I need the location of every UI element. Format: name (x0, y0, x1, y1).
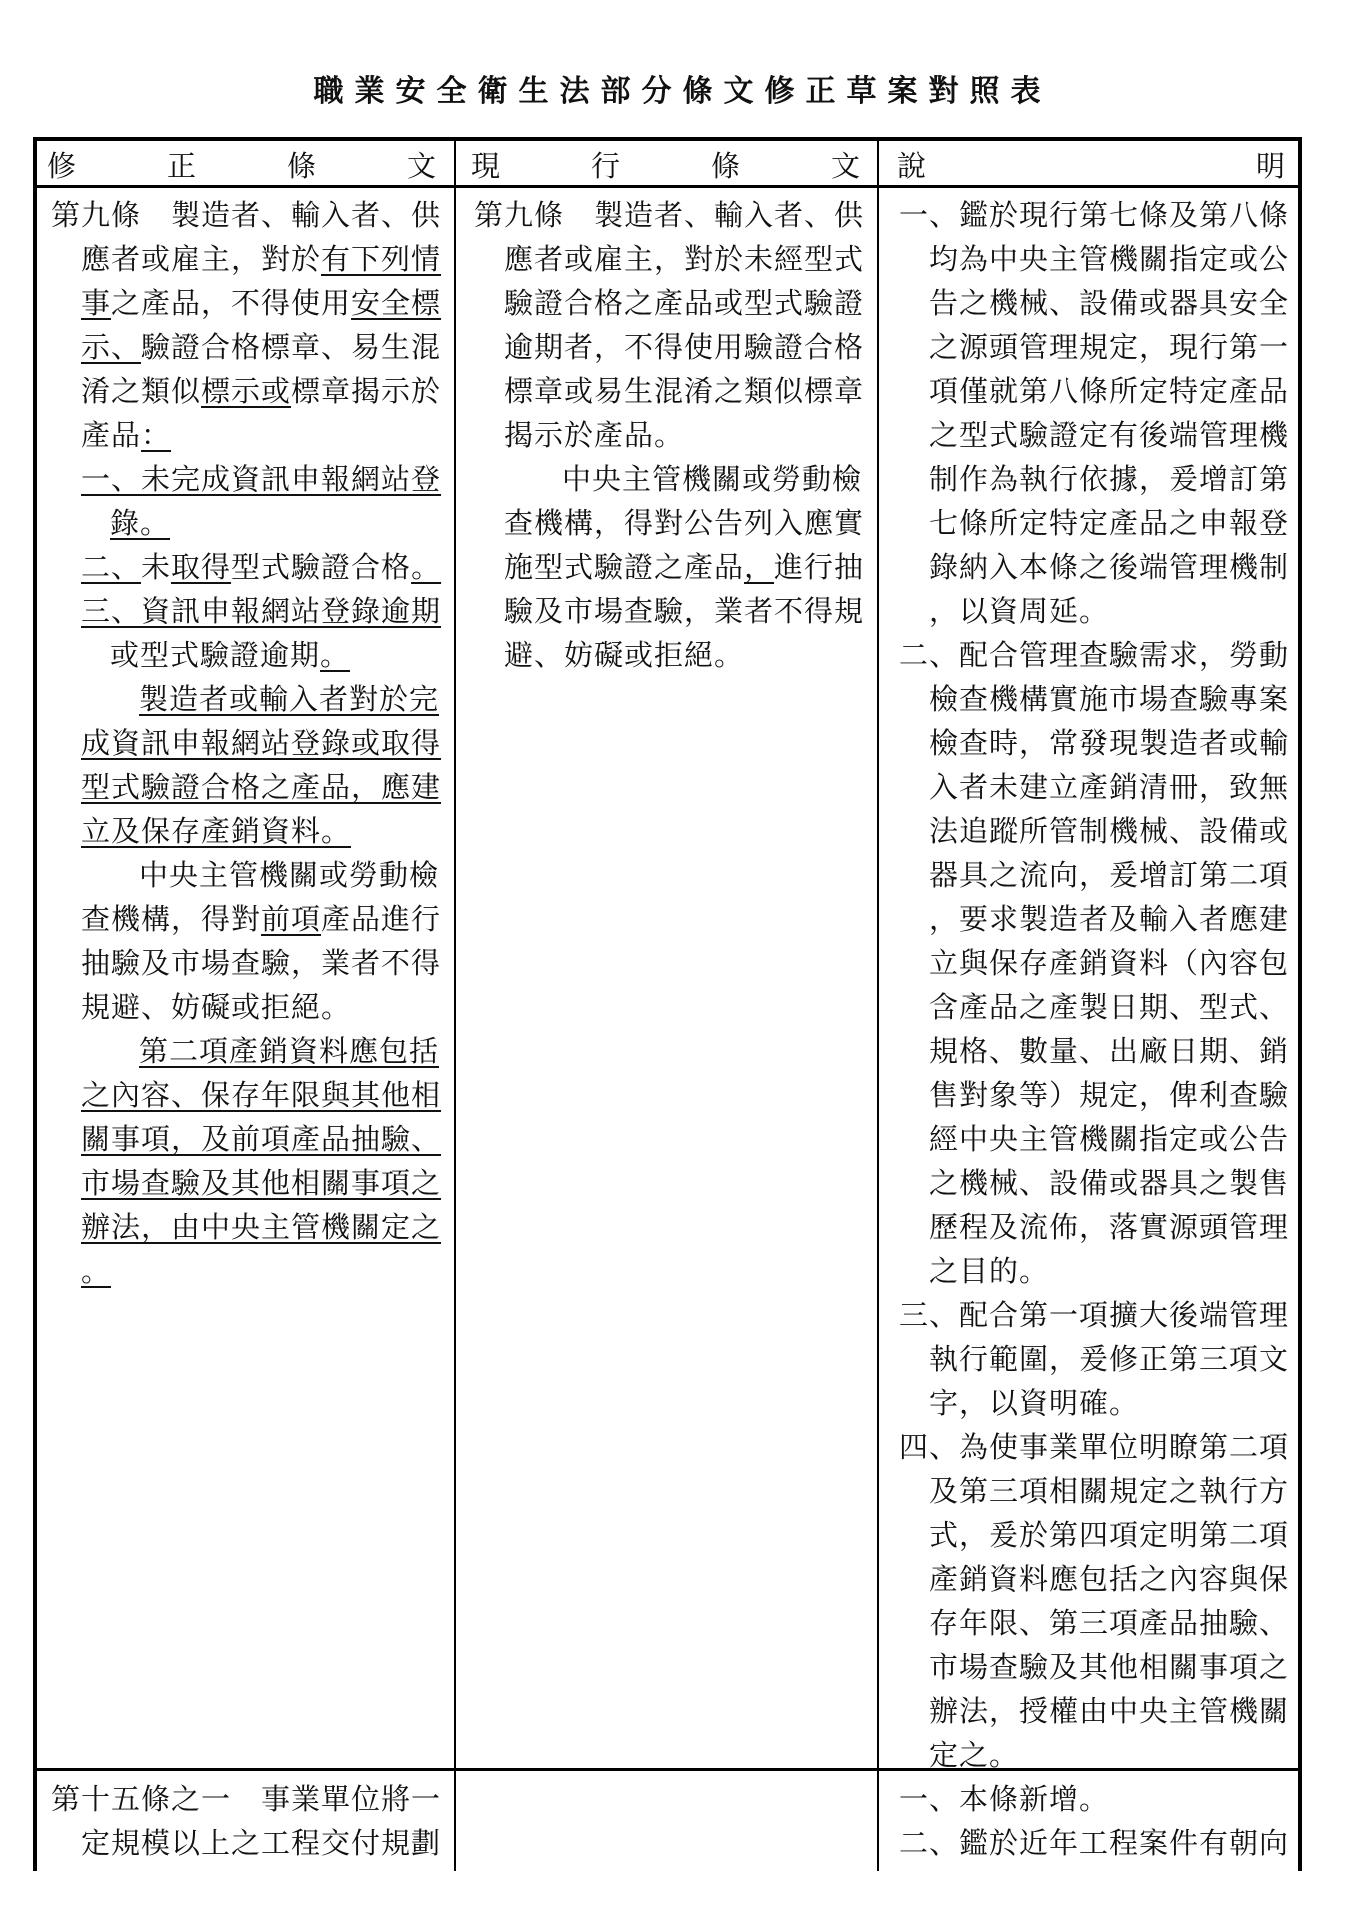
text-segment: 未 (141, 550, 172, 584)
text-line (899, 589, 1289, 633)
text-segment: 驗證合格標章、易生混 (141, 330, 442, 364)
text-segment: 錄納入本條之後端管理機制 (929, 550, 1290, 584)
underlined-amendment-text: 二、 (81, 550, 142, 584)
text-segment: 立與保存產銷資料（內容包 (929, 946, 1290, 980)
underlined-amendment-text: 取得 (171, 550, 232, 584)
text-line (51, 1029, 441, 1073)
text-line (899, 1777, 1289, 1821)
underlined-amendment-text: 安全標 (351, 286, 442, 320)
underlined-amendment-text: 成資訊申報網站登錄或取得 (81, 726, 442, 760)
text-line (899, 721, 1289, 765)
paragraph (51, 677, 441, 853)
text-line (899, 1073, 1289, 1117)
text-segment: 應者或雇主，對於未經型式 (504, 242, 865, 276)
paragraph (899, 1293, 1289, 1425)
text-segment: 含產品之產製日期、型式、 (929, 990, 1290, 1024)
text-line (51, 897, 441, 941)
text-line (899, 281, 1289, 325)
paragraph (899, 193, 1289, 633)
underlined-amendment-text: 有下列情 (321, 242, 442, 276)
text-line (51, 501, 441, 545)
text-line (51, 1161, 441, 1205)
text-segment: 均為中央主管機關指定或公 (929, 242, 1290, 276)
underlined-amendment-text: 標示或 (201, 374, 292, 408)
text-line (51, 237, 441, 281)
text-line (899, 1425, 1289, 1469)
text-line (51, 369, 441, 413)
text-segment: 規格、數量、出廠日期、銷 (929, 1034, 1290, 1068)
text-line (51, 545, 441, 589)
text-line (51, 765, 441, 809)
text-segment: 二、鑑於近年工程案件有朝向 (899, 1826, 1290, 1860)
text-line (51, 325, 441, 369)
text-segment: 二、配合管理查驗需求，勞動 (899, 638, 1290, 672)
text-segment: 之型式驗證定有後端管理機 (929, 418, 1290, 452)
text-line (899, 809, 1289, 853)
text-line (474, 193, 864, 237)
paragraph (51, 853, 441, 1029)
text-segment: 應者或雇主，對於 (81, 242, 322, 276)
header-char: 文 (406, 148, 436, 183)
text-segment: 執行範圍，爰修正第三項文 (929, 1342, 1290, 1376)
underlined-amendment-text: 辦法，由中央主管機關定之 (81, 1210, 442, 1244)
header-char: 明 (1255, 148, 1285, 183)
underlined-amendment-text: 型式驗證合格之產品，應建 (81, 770, 442, 804)
text-line (474, 501, 864, 545)
text-line (899, 1557, 1289, 1601)
text-line (51, 677, 441, 721)
table-border-left (33, 137, 37, 1871)
text-segment: 標章揭示於 (291, 374, 442, 408)
paragraph (474, 457, 864, 677)
header-char: 現 (471, 148, 501, 183)
text-segment: 及第三項相關規定之執行方 (929, 1474, 1290, 1508)
text-line (899, 1601, 1289, 1645)
text-line (899, 369, 1289, 413)
text-segment: 辦法，授權由中央主管機關 (929, 1694, 1290, 1728)
row1-current-cell (474, 193, 864, 677)
text-segment: 定規模以上之工程交付規劃 (81, 1826, 442, 1860)
underlined-amendment-text: 。 (411, 550, 442, 584)
underlined-amendment-text: 關事項，及前項產品抽驗、 (81, 1122, 442, 1156)
text-segment: 進行抽 (774, 550, 865, 584)
text-line (899, 1205, 1289, 1249)
text-segment: 存年限、第三項產品抽驗、 (929, 1606, 1290, 1640)
text-segment: 標章或易生混淆之類似標章 (504, 374, 865, 408)
text-line (51, 941, 441, 985)
row2-amended-cell (51, 1777, 441, 1865)
text-line (899, 1733, 1289, 1777)
text-line (474, 589, 864, 633)
text-line (899, 1469, 1289, 1513)
text-segment: 法追蹤所管制機械、設備或 (929, 814, 1290, 848)
text-line (899, 1337, 1289, 1381)
text-line (474, 369, 864, 413)
text-line (899, 1513, 1289, 1557)
text-line (51, 1777, 441, 1821)
text-segment: 市場查驗及其他相關事項之 (929, 1650, 1290, 1684)
text-segment: 抽驗及市場查驗，業者不得 (81, 946, 442, 980)
text-segment: 之源頭管理規定，現行第一 (929, 330, 1290, 364)
text-segment: 器具之流向，爰增訂第二項 (929, 858, 1290, 892)
underlined-amendment-text: 示、 (81, 330, 142, 364)
text-segment: 產銷資料應包括之內容與保 (929, 1562, 1290, 1596)
text-line (899, 633, 1289, 677)
underlined-amendment-text: 第二項產銷資料應包括 (139, 1034, 440, 1068)
text-line (51, 985, 441, 1029)
underlined-amendment-text: 錄。 (110, 506, 171, 540)
text-segment: 之目的。 (929, 1254, 1050, 1288)
text-line (51, 1205, 441, 1249)
text-line (474, 457, 864, 501)
paragraph (51, 545, 441, 589)
text-line (51, 193, 441, 237)
text-segment: 一、本條新增。 (899, 1782, 1110, 1816)
text-line (899, 413, 1289, 457)
underlined-amendment-text: 三、資訊申報網站登錄逾期 (81, 594, 442, 628)
row1-amended-cell (51, 193, 441, 1293)
text-line (51, 1821, 441, 1865)
text-segment: 第十五條之一 事業單位將一 (51, 1782, 442, 1816)
table-border-right (1298, 137, 1302, 1871)
underlined-amendment-text: ， (744, 550, 775, 584)
header-current-text (471, 141, 860, 187)
text-segment: ，以資周延。 (929, 594, 1110, 628)
underlined-amendment-text: 立及保存產銷資料。 (81, 814, 352, 848)
text-segment: 中央主管機關或勞動檢 (139, 858, 440, 892)
text-line (51, 853, 441, 897)
text-segment: 查機構，得對公告列入應實 (504, 506, 865, 540)
text-line (899, 193, 1289, 237)
text-line (899, 1821, 1289, 1865)
text-line (899, 941, 1289, 985)
text-segment: 定之。 (929, 1738, 1020, 1772)
text-line (474, 413, 864, 457)
text-line (474, 237, 864, 281)
paragraph (51, 1029, 441, 1293)
text-line (51, 413, 441, 457)
underlined-amendment-text: 一、未完成資訊申報網站登 (81, 462, 442, 496)
column-divider (877, 137, 879, 1871)
text-segment: 第九條 製造者、輸入者、供 (474, 198, 865, 232)
row1-explanation-cell (899, 193, 1289, 1777)
underlined-amendment-text: 前項 (261, 902, 322, 936)
paragraph (899, 633, 1289, 1293)
text-segment: 制作為執行依據，爰增訂第 (929, 462, 1290, 496)
text-line (474, 325, 864, 369)
text-segment: 查機構，得對 (81, 902, 262, 936)
paragraph (474, 193, 864, 457)
text-segment: 經中央主管機關指定或公告 (929, 1122, 1290, 1156)
header-char: 條 (710, 148, 740, 183)
text-line (474, 633, 864, 677)
text-segment: 檢查時，常發現製造者或輸 (929, 726, 1290, 760)
text-segment: 四、為使事業單位明瞭第二項 (899, 1430, 1290, 1464)
text-line (899, 765, 1289, 809)
underlined-amendment-text: 。 (320, 638, 351, 672)
text-line (51, 809, 441, 853)
text-segment: 產品進行 (321, 902, 442, 936)
column-divider (454, 137, 456, 1871)
text-segment: 式，爰於第四項定明第二項 (929, 1518, 1290, 1552)
document-title: 職業安全衛生法部分條文修正草案對照表 (313, 74, 1052, 109)
header-char: 說 (897, 148, 927, 183)
text-segment: 驗及市場查驗，業者不得規 (504, 594, 865, 628)
underlined-amendment-text: ： (141, 418, 172, 452)
underlined-amendment-text: 市場查驗及其他相關事項之 (81, 1166, 442, 1200)
paragraph (51, 193, 441, 457)
text-line (899, 325, 1289, 369)
text-line (899, 853, 1289, 897)
text-segment: 七條所定特定產品之申報登 (929, 506, 1290, 540)
text-segment: 之產品，不得使用 (111, 286, 352, 320)
text-line (899, 897, 1289, 941)
text-segment: 檢查機構實施市場查驗專案 (929, 682, 1290, 716)
underlined-amendment-text: 製造者或輸入者對於完 (139, 682, 440, 716)
text-segment: 淆之類似 (81, 374, 202, 408)
paragraph (899, 1777, 1289, 1821)
text-segment: 產品 (81, 418, 142, 452)
text-line (899, 1381, 1289, 1425)
header-explanation (897, 141, 1285, 187)
underlined-amendment-text: 之內容、保存年限與其他相 (81, 1078, 442, 1112)
header-amended-text (47, 141, 436, 187)
text-segment: 歷程及流佈，落實源頭管理 (929, 1210, 1290, 1244)
text-segment: 之機械、設備或器具之製售 (929, 1166, 1290, 1200)
text-segment: 逾期者，不得使用驗證合格 (504, 330, 865, 364)
text-line (899, 501, 1289, 545)
header-char: 正 (166, 148, 196, 183)
text-line (51, 1117, 441, 1161)
text-line (51, 457, 441, 501)
text-line (899, 1689, 1289, 1733)
text-segment: 售對象等）規定，俾利查驗 (929, 1078, 1290, 1112)
row2-explanation-cell (899, 1777, 1289, 1865)
paragraph (899, 1821, 1289, 1865)
text-line (899, 1161, 1289, 1205)
text-line (51, 589, 441, 633)
text-segment: 告之機械、設備或器具安全 (929, 286, 1290, 320)
text-line (474, 281, 864, 325)
text-line (474, 545, 864, 589)
text-line (899, 985, 1289, 1029)
text-segment: 避、妨礙或拒絕。 (504, 638, 745, 672)
text-segment: 或型式驗證逾期 (110, 638, 321, 672)
text-line (51, 1249, 441, 1293)
text-segment: 入者未建立產銷清冊，致無 (929, 770, 1290, 804)
header-char: 條 (286, 148, 316, 183)
text-line (899, 1293, 1289, 1337)
underlined-amendment-text: 。 (81, 1254, 112, 1288)
text-segment: ，要求製造者及輸入者應建 (929, 902, 1290, 936)
text-line (51, 633, 441, 677)
text-line (899, 1645, 1289, 1689)
header-char: 行 (590, 148, 620, 183)
text-segment: 規避、妨礙或拒絕。 (81, 990, 352, 1024)
paragraph (51, 457, 441, 545)
text-segment: 揭示於產品。 (504, 418, 685, 452)
text-line (899, 457, 1289, 501)
text-line (899, 1117, 1289, 1161)
text-line (899, 677, 1289, 721)
paragraph (51, 1777, 441, 1865)
text-segment: 三、配合第一項擴大後端管理 (899, 1298, 1290, 1332)
text-segment: 第九條 製造者、輸入者、供 (51, 198, 442, 232)
text-segment: 施型式驗證之產品 (504, 550, 745, 584)
text-line (51, 281, 441, 325)
text-segment: 項僅就第八條所定特定產品 (929, 374, 1290, 408)
paragraph (51, 589, 441, 677)
text-line (899, 545, 1289, 589)
comparison-table (33, 137, 1302, 1871)
text-segment: 字，以資明確。 (929, 1386, 1140, 1420)
text-line (51, 1073, 441, 1117)
underlined-amendment-text: 事 (81, 286, 112, 320)
header-char: 文 (830, 148, 860, 183)
text-line (51, 721, 441, 765)
text-segment: 一、鑑於現行第七條及第八條 (899, 198, 1290, 232)
header-char: 修 (47, 148, 77, 183)
text-segment: 型式驗證合格 (231, 550, 412, 584)
text-line (899, 1029, 1289, 1073)
paragraph (899, 1425, 1289, 1777)
text-line (899, 237, 1289, 281)
text-segment: 中央主管機關或勞動檢 (562, 462, 863, 496)
text-segment: 驗證合格之產品或型式驗證 (504, 286, 865, 320)
text-line (899, 1249, 1289, 1293)
